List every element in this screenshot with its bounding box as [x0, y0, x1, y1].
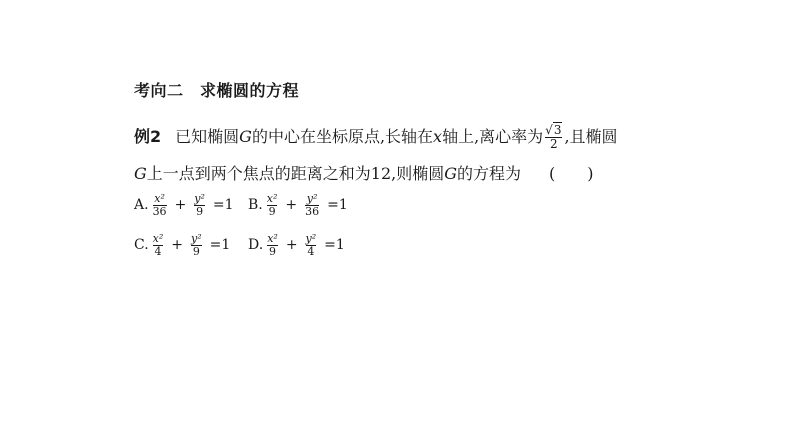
option-b[interactable]: B. $\frac{\text{x²}}{9}$ + $\frac{\text{y²}}{36}$ =1 — [248, 192, 348, 218]
question-line-2 — [134, 161, 594, 184]
fraction-x-term: $\frac{\text{x²}}{36}$ — [152, 192, 167, 218]
fraction-x-term: $\frac{\text{x²}}{9}$ — [266, 192, 278, 218]
fraction-x-term: $\frac{\text{x²}}{4}$ — [152, 232, 164, 258]
option-d[interactable]: D. $\frac{\text{x²}}{9}$ + $\frac{\text{y²}}{4}$ =1 — [248, 232, 345, 258]
question-text: 的中心在坐标原点,长轴在 — [251, 127, 434, 146]
fraction-x-term: $\frac{\text{x²}}{9}$ — [267, 232, 278, 258]
variable-g: G — [134, 164, 147, 183]
eccentricity-fraction: $\frac{√3}{2}$ — [545, 123, 562, 151]
question-text: 轴上,离心率为 — [442, 127, 544, 146]
fraction-y-term: $\frac{\text{y²}}{36}$ — [305, 192, 320, 218]
question-text: 的方程为 — [457, 164, 522, 183]
variable-g: G — [239, 127, 252, 146]
question-text: 已知椭圆 — [175, 127, 240, 146]
sqrt-symbol: √3 — [545, 123, 562, 138]
fraction-y-term: $\frac{\text{y²}}{4}$ — [305, 232, 317, 258]
option-c[interactable]: C. $\frac{\text{x²}}{4}$ + $\frac{\text{y²}}{9}$ =1 — [134, 232, 231, 258]
question-text: 上一点到两个焦点的距离之和为12,则椭圆 — [146, 164, 445, 183]
section-heading: 考向二 求椭圆的方程 — [134, 81, 300, 100]
fraction-y-term: $\frac{\text{y²}}{9}$ — [191, 232, 202, 258]
variable-x: x — [433, 127, 443, 146]
variable-g: G — [444, 164, 458, 183]
question-text: ,且椭圆 — [564, 127, 618, 146]
question-line-1 — [134, 124, 618, 151]
option-a[interactable]: A. $\frac{\text{x²}}{36}$ + $\frac{\text{y²}}{9}$ =1 — [134, 192, 234, 218]
example-label: 例2 — [134, 127, 162, 146]
fraction-y-term: $\frac{\text{y²}}{9}$ — [194, 192, 205, 218]
answer-blank: ( ) — [549, 164, 594, 183]
